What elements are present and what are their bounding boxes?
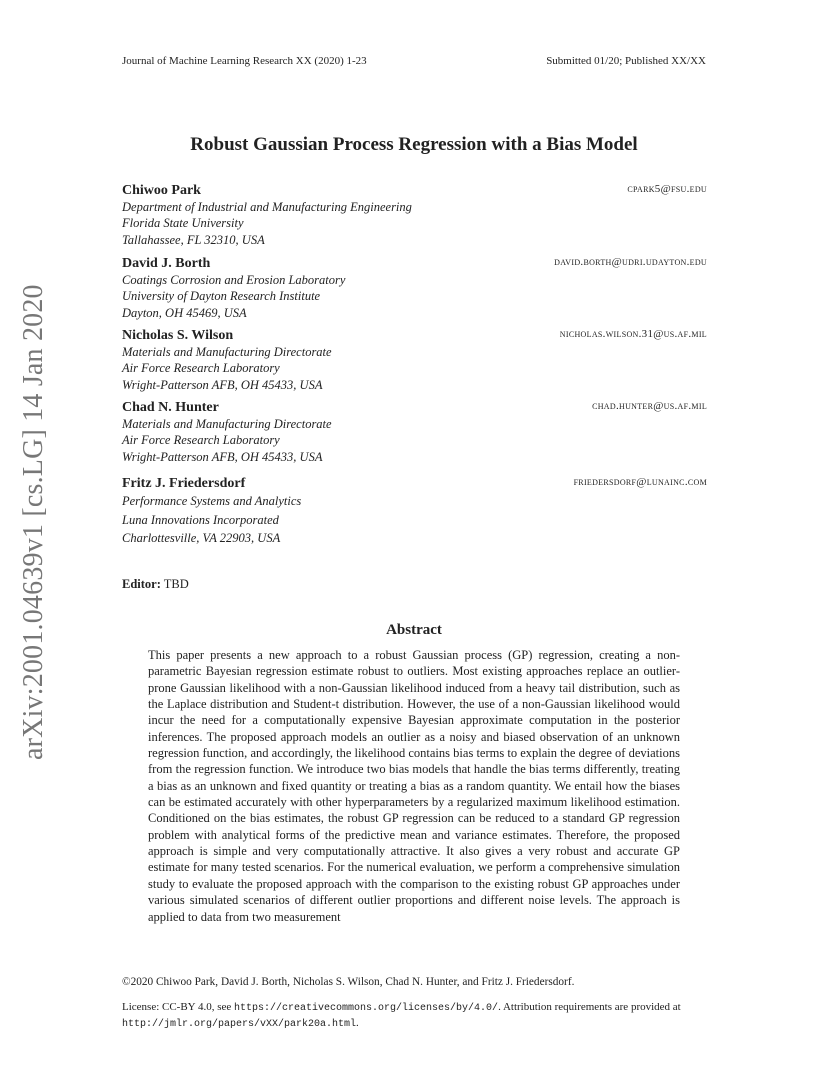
author-email[interactable]: chad.hunter@us.af.mil [592,400,707,412]
license-prefix: License: CC-BY 4.0, see [122,1001,235,1013]
author-email[interactable]: friedersdorf@lunainc.com [573,476,707,488]
author-affiliation-line: Charlottesville, VA 22903, USA [122,531,281,545]
author-affiliation-line: Materials and Manufacturing Directorate [122,345,332,359]
submission-dates: Submitted 01/20; Published XX/XX [546,55,706,67]
author-email[interactable]: david.borth@udri.udayton.edu [554,256,707,268]
author-name: Chiwoo Park [122,183,201,198]
license-mid: . Attribution requirements are provided at [498,1001,681,1013]
author-affiliation-line: Dayton, OH 45469, USA [122,305,247,320]
author-email[interactable]: cpark5@fsu.edu [627,183,707,195]
author-block [122,255,707,321]
author-affiliation-line: Coatings Corrosion and Erosion Laboratory [122,273,346,287]
author-name: David J. Borth [122,256,211,271]
editor-value: TBD [163,577,189,591]
author-affiliation-line: Wright-Patterson AFB, OH 45433, USA [122,377,323,392]
license-notice [122,1000,707,1032]
author-block [122,399,707,465]
abstract-text: This paper presents a new approach to a robust Gaussian process (GP) regression, creating a non-parametric Bayesian regression estimate robust to outliers. Most existing approaches replace an outlier-prone Gaussian likelihood with a non-Gaussian likelihood induced from a heavy tail distribution, such as the Laplace distribution and Student-t distribution. However, the use of a non-Gaussian likelihood would incur the need for a computationally expensive Bayesian approximate computation in the posterior inferences. The proposed approach models an outlier as a noisy and biased observation of an unknown regression function, and accordingly, the likelihood contains bias terms to explain the degree of deviations from the regression function. We introduce two bias models that handle the bias terms differently, treating a bias as an unknown and fixed quantity or treating a bias as a random quantity. We entail how the biases can be estimated accurately with other hyperparameters by a regularized maximum likelihood estimation. Conditioned on the bias estimates, the robust GP regression can be reduced to a standard GP regression problem with analytical forms of the predictive mean and variance estimates. Therefore, the proposed approach is simple and very computationally attractive. It also gives a very robust and accurate GP estimate for many tested scenarios. For the numerical evaluation, we perform a comprehensive simulation study to evaluate the proposed approach with the comparison to the existing robust GP approaches under various simulated scenarios of different outlier proportions and different noise levels. The approach is applied to data from two measurement [148,648,680,924]
author-block [122,327,707,393]
author-block [122,475,707,548]
author-affiliation-line: Materials and Manufacturing Directorate [122,417,332,431]
author-affiliation-line: University of Dayton Research Institute [122,289,321,304]
abstract-heading: Abstract [386,622,442,638]
license-end: . [356,1017,359,1029]
author-block [122,182,707,248]
license-link[interactable]: https://creativecommons.org/licenses/by/4.0/ [234,1003,499,1014]
author-affiliation-line: Department of Industrial and Manufacturing Engineering [122,200,412,214]
author-name: Chad N. Hunter [122,400,219,415]
author-email[interactable]: nicholas.wilson.31@us.af.mil [559,328,707,340]
author-affiliation-line: Florida State University [122,216,244,231]
editor-label: Editor: [122,577,161,591]
author-affiliation-line: Air Force Research Laboratory [122,433,280,448]
author-affiliation-line: Performance Systems and Analytics [122,494,302,508]
journal-header: Journal of Machine Learning Research XX (2020) 1-23 [122,55,367,67]
arxiv-stamp: arXiv:2001.04639v1 [cs.LG] 14 Jan 2020 [18,284,49,760]
author-affiliation-line: Tallahassee, FL 32310, USA [122,232,265,247]
paper-link[interactable]: http://jmlr.org/papers/vXX/park20a.html [122,1019,357,1030]
author-affiliation-line: Luna Innovations Incorporated [122,512,279,527]
author-name: Nicholas S. Wilson [122,328,234,343]
author-affiliation-line: Wright-Patterson AFB, OH 45433, USA [122,449,323,464]
editor-line [122,577,189,592]
copyright-notice: ©2020 Chiwoo Park, David J. Borth, Nicholas S. Wilson, Chad N. Hunter, and Fritz J. Friedersdorf. [122,976,575,988]
paper-title: Robust Gaussian Process Regression with a Bias Model [190,134,638,155]
author-name: Fritz J. Friedersdorf [122,476,246,491]
author-affiliation-line: Air Force Research Laboratory [122,361,280,376]
